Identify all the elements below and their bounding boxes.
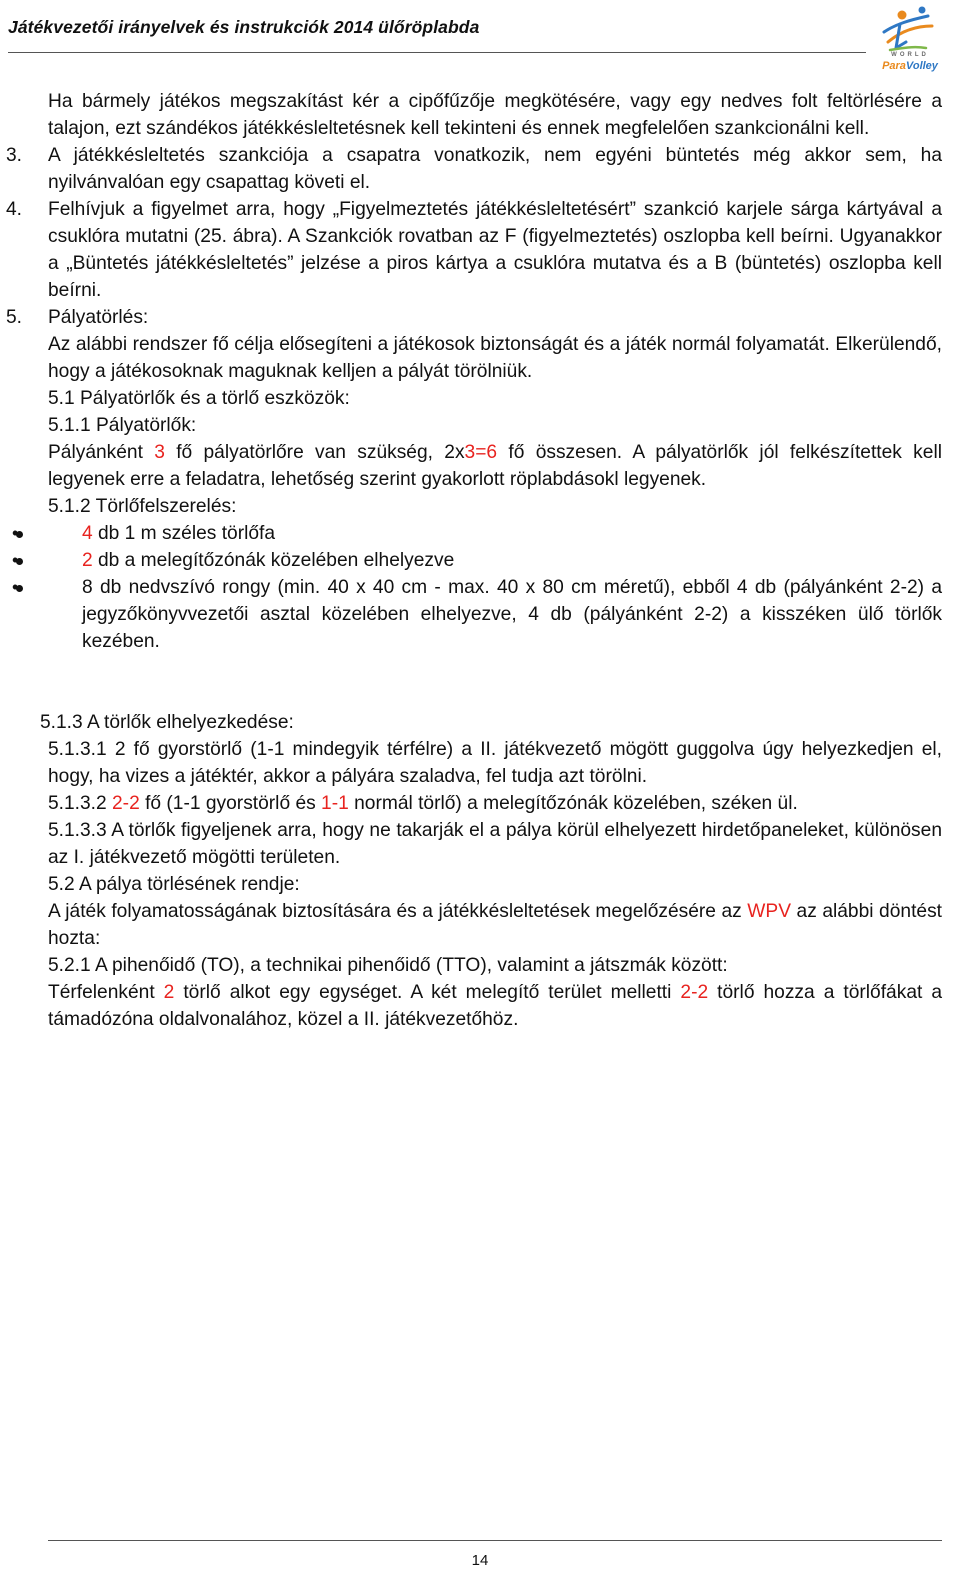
text-run: törlő alkot egy egységet. A két melegítő terület melletti: [174, 982, 681, 1003]
header-title: Játékvezetői irányelvek és instrukciók 2014 ülőröplabda: [8, 17, 480, 37]
section-5-1-heading: 5.1 Pályatörlők és a törlő eszközök:: [48, 388, 350, 409]
paragraph-5-2: [48, 898, 942, 952]
highlight-text: 1-1: [321, 793, 349, 814]
paragraph-5-1-1: [48, 439, 942, 493]
section-5-1-2-heading: 5.1.2 Törlőfelszerelés:: [48, 496, 237, 517]
highlight-text: 4: [82, 523, 93, 544]
page-header: [0, 0, 960, 80]
text-run: A játék folyamatosságának biztosítására és a játékkésleltetések megelőzésére az: [48, 901, 748, 922]
section-5-2-1-heading: 5.2.1 A pihenőidő (TO), a technikai pihenőidő (TTO), valamint a játszmák között:: [48, 955, 728, 976]
list-number: 5.: [6, 307, 23, 328]
section-heading: Pályatörlés:: [48, 307, 149, 328]
logo-brand-text: [872, 60, 948, 72]
text-run: db 1 m széles törlőfa: [92, 523, 276, 544]
paragraph-5-1-3-1: 5.1.3.1 2 fő gyorstörlő (1-1 mindegyik térfélre) a II. játékvezető mögött guggolva úgy helyezkedjen el, hogy, ha vizes a játéktér, akkor a pályára szaladva, fel tudja azt törölni.: [48, 739, 942, 787]
header-rule: [8, 52, 866, 53]
list-item-5: [6, 304, 942, 331]
list-item: [48, 520, 942, 547]
section-5-1-3-heading: 5.1.3 A törlők elhelyezkedése:: [40, 712, 294, 733]
list-item-3: [6, 142, 942, 196]
text-run: db a melegítőzónák közelében elhelyezve: [92, 550, 455, 571]
page-number: 14: [471, 1552, 489, 1569]
text-run: 8 db nedvszívó rongy (min. 40 x 40 cm - max. 40 x 80 cm méretű), ebből 4 db (pályánként 2-2) a jegyzőkönyvvezetői asztal közelében elhelyezve, 4 db (pályánként 2-2) a kisszéken ülő törlők kezében.: [82, 577, 942, 652]
highlight-text: 2-2: [112, 793, 140, 814]
footer-rule: [48, 1540, 942, 1541]
paragraph-purpose: Az alábbi rendszer fő célja elősegíteni a játékosok biztonságát és a játék normál folyamatát. Elkerülendő, hogy a játékosoknak maguknak kelljen a pályát törölniük.: [48, 334, 942, 382]
section-5-1-1-heading: 5.1.1 Pályatörlők:: [48, 415, 197, 436]
text-run: fő összesen. A pályatörlők jól felkészítettek kell legyenek erre a feladatra, lehetőség szerint gyakorlott röplabdásokl legyenek.: [48, 442, 942, 490]
list-item: [48, 547, 942, 574]
list-item: [48, 574, 942, 655]
highlight-text: 2-2: [680, 982, 709, 1003]
logo-brand-para: Para: [882, 60, 906, 72]
highlight-text: 2: [163, 982, 175, 1003]
logo-brand-volley: Volley: [905, 60, 938, 72]
bullet-icon: [16, 558, 23, 565]
text-run: az alábbi döntést hozta:: [48, 901, 942, 949]
bullet-icon: [16, 585, 23, 592]
list-item-text: Felhívjuk a figyelmet arra, hogy „Figyelmeztetés játékkésleltetésért” szankció karjele sárga kártyával a csuklóra mutatni (25. ábra). A Szankciók rovatban az F (figyelmeztetés) oszlopba kell beírni. Ugyanakkor a „Büntetés játékkésleltetés” jelzése a piros kártya a csuklóra mutatva és a B (büntetés) oszlopba kell beírni.: [48, 199, 942, 301]
highlight-text: 2: [82, 550, 93, 571]
list-item-text: A játékkésleltetés szankciója a csapatra vonatkozik, nem egyéni büntetés még akkor sem, ha nyilvánvalóan egy csapattag követi el.: [48, 145, 942, 193]
text-run: fő pályatörlőre van szükség, 2x: [164, 442, 465, 463]
highlight-text: WPV: [747, 901, 791, 922]
list-number: 4.: [6, 199, 23, 220]
text-run: törlő hozza a törlőfákat a támadózóna oldalvonalához, közel a II. játékvezetőhöz.: [48, 982, 942, 1030]
section-5-2-heading: 5.2 A pálya törlésének rendje:: [48, 874, 300, 895]
paragraph-5-1-3-2: [48, 790, 942, 817]
highlight-text: 3: [154, 442, 165, 463]
text-run: Térfelenként: [48, 982, 164, 1003]
text-run: normál törlő) a melegítőzónák közelében, széken ül.: [348, 793, 798, 814]
equipment-list: [48, 520, 942, 655]
bullet-icon: [16, 531, 23, 538]
document-body: [6, 88, 942, 1033]
paragraph-5-1-3-3: 5.1.3.3 A törlők figyeljenek arra, hogy ne takarják el a pálya körül elhelyezett hirdetőpaneleket, különösen az I. játékvezető mögötti területen.: [48, 820, 942, 868]
highlight-text: 3=6: [464, 442, 498, 463]
text-run: Pályánként: [48, 442, 155, 463]
logo-world-text: WORLD: [891, 52, 929, 58]
paragraph-5-2-1: [48, 979, 942, 1033]
text-run: fő (1-1 gyorstörlő és: [139, 793, 322, 814]
list-item-4: [6, 196, 942, 304]
list-number: 3.: [6, 145, 23, 166]
text-run: 5.1.3.2: [48, 793, 113, 814]
paragraph-intro: Ha bármely játékos megszakítást kér a cipőfűzője megkötésére, vagy egy nedves folt feltörlésére a talajon, ezt szándékos játékkésleltetésnek kell tekinteni és ennek megfelelően szankcionálni kell.: [48, 91, 942, 139]
